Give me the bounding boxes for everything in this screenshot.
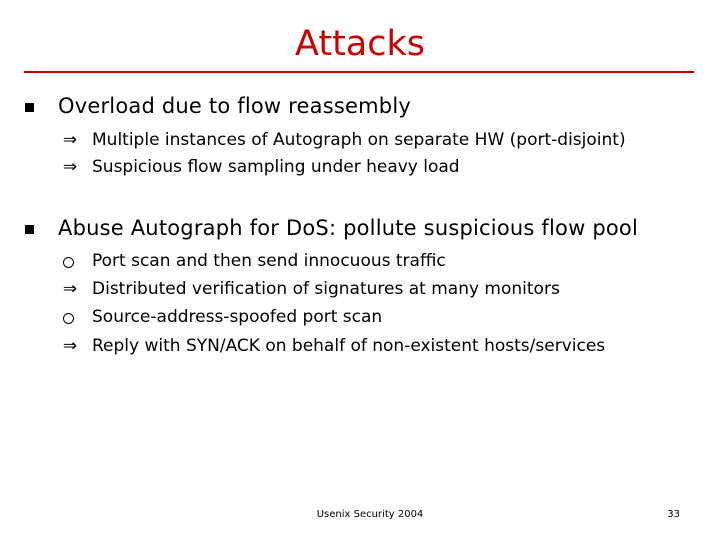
sub-item-text: Distributed verification of signatures at many monitors bbox=[92, 279, 560, 299]
sub-item-text: Reply with SYN/ACK on behalf of non-existent hosts/services bbox=[92, 336, 606, 356]
sub-item-text: Multiple instances of Autograph on separate HW (port-disjoint) bbox=[92, 130, 626, 150]
double-arrow-icon: ⇒ bbox=[62, 130, 78, 150]
sub-item bbox=[0, 334, 720, 360]
sub-item bbox=[0, 249, 720, 275]
slide-title: Attacks bbox=[295, 24, 425, 64]
sub-item-text: Suspicious flow sampling under heavy load bbox=[92, 157, 460, 177]
hollow-circle-icon bbox=[63, 257, 74, 268]
title-divider bbox=[24, 71, 694, 73]
double-arrow-icon: ⇒ bbox=[62, 336, 78, 356]
double-arrow-icon: ⇒ bbox=[62, 157, 78, 177]
bullet-text: Overload due to flow reassembly bbox=[58, 94, 411, 118]
sub-item bbox=[0, 155, 720, 181]
bullet-abuse bbox=[0, 214, 720, 246]
square-bullet-icon bbox=[25, 225, 34, 234]
bullet-text: Abuse Autograph for DoS: pollute suspicious flow pool bbox=[58, 216, 638, 240]
square-bullet-icon bbox=[25, 103, 34, 112]
hollow-circle-icon bbox=[63, 313, 74, 324]
page-number: 33 bbox=[667, 509, 680, 520]
sub-item-text: Source-address-spoofed port scan bbox=[92, 307, 383, 327]
bullet-overload bbox=[0, 92, 720, 124]
sub-item bbox=[0, 277, 720, 303]
sub-item bbox=[0, 305, 720, 331]
footer-venue: Usenix Security 2004 bbox=[316, 509, 424, 520]
sub-item-text: Port scan and then send innocuous traffic bbox=[92, 251, 446, 271]
double-arrow-icon: ⇒ bbox=[62, 279, 78, 299]
sub-item bbox=[0, 128, 720, 154]
